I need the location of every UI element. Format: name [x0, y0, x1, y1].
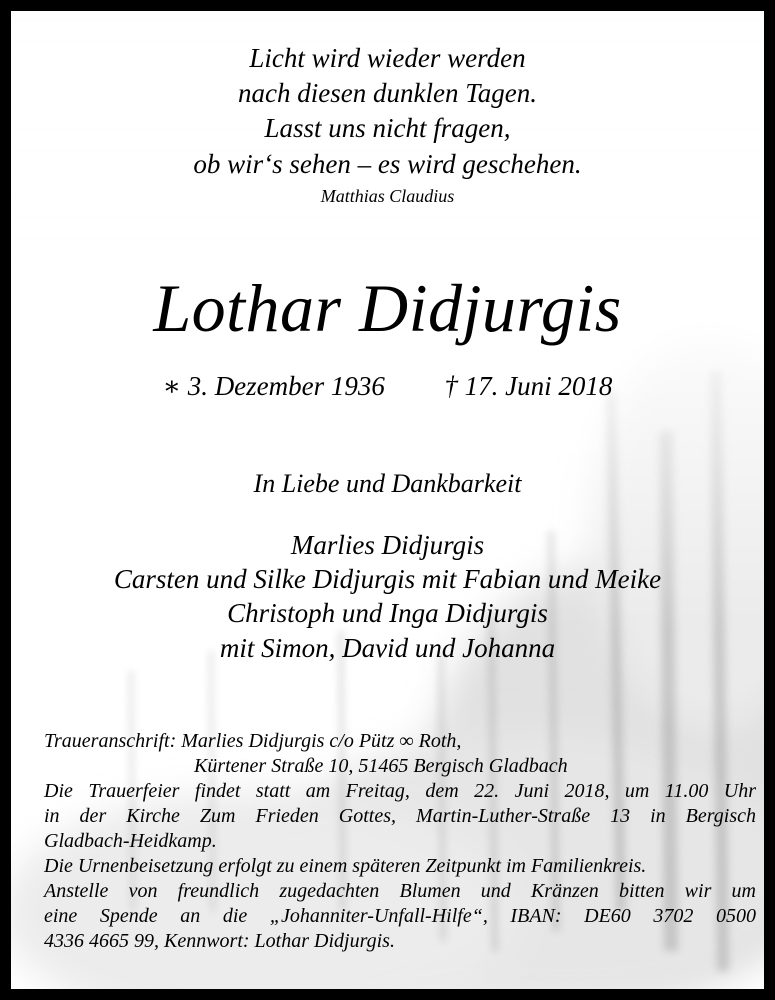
- notice-line: Die Trauerfeier findet statt am Freitag, dem 22. Juni 2018, um 11.00 Uhr: [44, 780, 756, 802]
- obituary-content: [11, 11, 764, 989]
- mourner-line: Marlies Didjurgis: [290, 530, 485, 560]
- notice-line: in der Kirche Zum Frieden Gottes, Martin-Luther-Straße 13 in Bergisch: [44, 805, 756, 827]
- birth-symbol-icon: ∗: [162, 371, 181, 401]
- quote-author: Matthias Claudius: [320, 186, 455, 206]
- address-line: Kürtener Straße 10, 51465 Bergisch Gladbach: [194, 755, 568, 777]
- notice-line: Gladbach-Heidkamp.: [44, 830, 217, 852]
- notice-line: Die Urnenbeisetzung erfolgt zu einem späteren Zeitpunkt im Familienkreis.: [44, 855, 647, 877]
- life-dates: [11, 371, 764, 402]
- death-date: 17. Juni 2018: [464, 371, 613, 401]
- mourner-line: Christoph und Inga Didjurgis: [227, 598, 548, 628]
- deceased-name: Lothar Didjurgis: [153, 270, 622, 346]
- quote-line: Licht wird wieder werden: [249, 43, 526, 73]
- funeral-notice: [44, 729, 756, 954]
- notice-line: 4336 4665 99, Kennwort: Lothar Didjurgis.: [44, 930, 395, 952]
- quote-line: ob wir‘s sehen – es wird geschehen.: [193, 149, 582, 179]
- mourning-address: [44, 729, 756, 754]
- address-label: Traueranschrift:: [44, 730, 177, 752]
- death-symbol-icon: †: [444, 371, 458, 401]
- quote-line: Lasst uns nicht fragen,: [264, 113, 511, 143]
- mourners-intro: In Liebe und Dankbarkeit: [253, 469, 522, 498]
- mourner-line: Carsten und Silke Didjurgis mit Fabian und Meike: [113, 564, 662, 594]
- notice-line: Anstelle von freundlich zugedachten Blumen und Kränzen bitten wir um: [44, 880, 756, 902]
- address-line: Marlies Didjurgis c/o Pütz ∞ Roth,: [181, 730, 462, 752]
- quote-line: nach diesen dunklen Tagen.: [238, 78, 537, 108]
- mourner-line: mit Simon, David und Johanna: [219, 633, 556, 663]
- birth-date: 3. Dezember 1936: [187, 371, 385, 401]
- notice-line: eine Spende an die „Johanniter-Unfall-Hilfe“, IBAN: DE60 3702 0500: [44, 905, 756, 927]
